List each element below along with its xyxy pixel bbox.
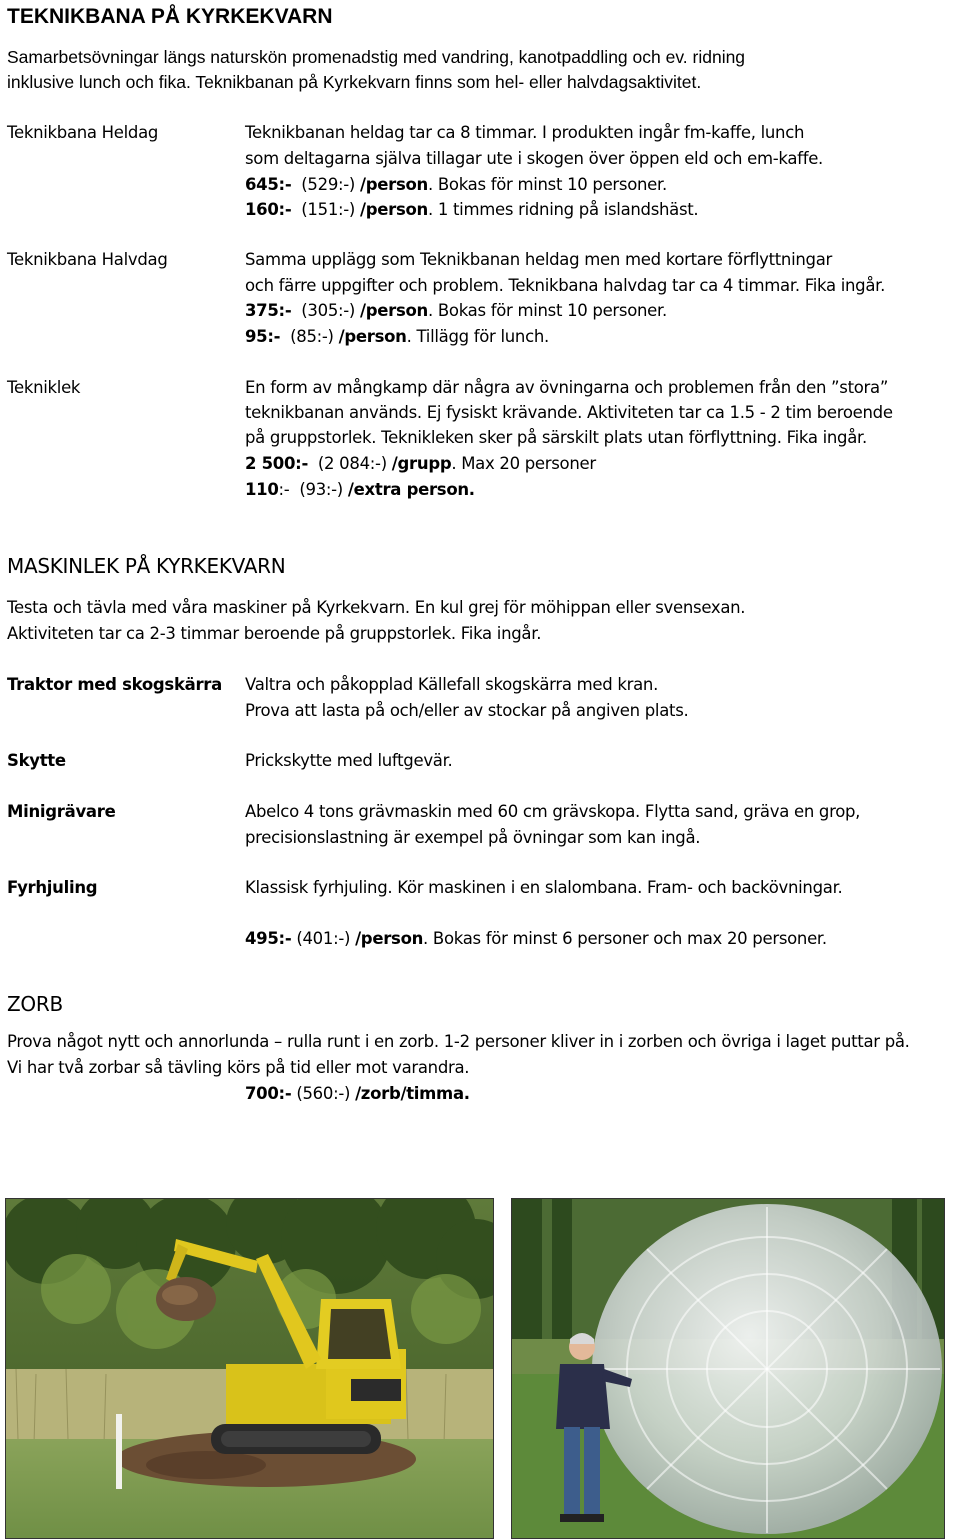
teknikbana-intro-line-1: Samarbetsövningar längs naturskön promenadstig med vandring, kanotpaddling och ev. ridning — [7, 47, 746, 67]
halvdag-desc-line-2: och färre uppgifter och problem. Teknikbana halvdag tar ca 4 timmar. Fika ingår. — [245, 276, 886, 295]
tekniklek-desc-line-2: teknikbanan används. Ej fysiskt krävande. Aktiviteten tar ca 1.5 - 2 tim beroende — [245, 403, 893, 422]
price-amount: 700:- — [245, 1084, 292, 1103]
price-note: . Max 20 personer — [451, 454, 596, 473]
zorb-desc-line-2: Vi har två zorbar så tävling körs på tid eller mot varandra. — [7, 1058, 470, 1077]
heldag-price-2 — [245, 197, 698, 223]
minigravare-desc-line-1: Abelco 4 tons grävmaskin med 60 cm grävskopa. Flytta sand, gräva en grop, — [245, 802, 861, 821]
teknikbana-intro-line-2: inklusive lunch och fika. Teknikbanan på Kyrkekvarn finns som hel- eller halvdagsaktivitet. — [7, 72, 702, 92]
price-amount-suffix: :- — [278, 480, 290, 499]
fyrhjuling-desc-line-1: Klassisk fyrhjuling. Kör maskinen i en slalombana. Fram- och backövningar. — [245, 878, 843, 897]
heldag-desc-line-2: som deltagarna själva tillagar ute i skogen över öppen eld och em-kaffe. — [245, 149, 824, 168]
price-amount: 160:- — [245, 200, 292, 219]
tekniklek-desc-line-3: på gruppstorlek. Teknikleken sker på särskilt plats utan förflyttning. Fika ingår. — [245, 428, 867, 447]
price-excl-vat: (305:-) — [301, 301, 356, 320]
maskinlek-intro-line-2: Aktiviteten tar ca 2-3 timmar beroende på gruppstorlek. Fika ingår. — [7, 624, 542, 643]
price-unit: /zorb/timma. — [355, 1084, 470, 1103]
price-excl-vat: (2 084:-) — [317, 454, 387, 473]
price-unit: /person — [355, 929, 424, 948]
maskinlek-intro-line-1: Testa och tävla med våra maskiner på Kyrkekvarn. En kul grej för möhippan eller svensexan. — [7, 598, 746, 617]
price-amount: 110 — [245, 480, 279, 499]
maskinlek-title: MASKINLEK PÅ KYRKEKVARN — [7, 554, 286, 578]
price-amount: 2 500:- — [245, 454, 309, 473]
zorb-photo — [511, 1198, 945, 1539]
halvdag-desc-line-1: Samma upplägg som Teknikbanan heldag men med kortare förflyttningar — [245, 250, 832, 269]
skytte-desc-line-1: Prickskytte med luftgevär. — [245, 751, 453, 770]
price-note: . 1 timmes ridning på islandshäst. — [427, 200, 699, 219]
price-unit: /person — [338, 327, 407, 346]
zorb-title: ZORB — [7, 992, 63, 1016]
heldag-price-1 — [245, 172, 667, 198]
price-excl-vat: (93:-) — [299, 480, 343, 499]
price-excl-vat: (151:-) — [301, 200, 356, 219]
minigravare-desc-line-2: precisionslastning är exempel på övningar som kan ingå. — [245, 828, 701, 847]
maskinlek-price — [245, 926, 827, 952]
teknikbana-title: TEKNIKBANA PÅ KYRKEKVARN — [7, 5, 333, 28]
fyrhjuling-label: Fyrhjuling — [7, 878, 98, 897]
halvdag-label: Teknikbana Halvdag — [7, 250, 168, 269]
price-excl-vat: (401:-) — [296, 929, 351, 948]
price-excl-vat: (85:-) — [290, 327, 334, 346]
price-excl-vat: (560:-) — [296, 1084, 351, 1103]
heldag-desc-line-1: Teknikbanan heldag tar ca 8 timmar. I produkten ingår fm-kaffe, lunch — [245, 123, 805, 142]
traktor-label: Traktor med skogskärra — [7, 675, 222, 694]
price-note: . Tillägg för lunch. — [406, 327, 549, 346]
halvdag-price-1 — [245, 298, 667, 324]
price-unit: /extra person. — [347, 480, 475, 499]
price-note: . Bokas för minst 10 personer. — [427, 301, 667, 320]
excavator-illustration — [6, 1199, 494, 1539]
skytte-label: Skytte — [7, 751, 66, 770]
halvdag-price-2 — [245, 324, 549, 350]
tekniklek-label: Tekniklek — [7, 378, 81, 397]
traktor-desc-line-1: Valtra och påkopplad Källefall skogskärra med kran. — [245, 675, 659, 694]
zorb-desc-line-1: Prova något nytt och annorlunda – rulla runt i en zorb. 1-2 personer kliver in i zorben och övriga i laget puttar på. — [7, 1032, 910, 1051]
tekniklek-price-1 — [245, 451, 596, 477]
price-amount: 495:- — [245, 929, 292, 948]
traktor-desc-line-2: Prova att lasta på och/eller av stockar på angiven plats. — [245, 701, 689, 720]
price-amount: 645:- — [245, 175, 292, 194]
price-unit: /person — [360, 301, 428, 320]
tekniklek-desc-line-1: En form av mångkamp där några av övningarna och problemen från den ”stora” — [245, 378, 889, 397]
excavator-photo — [5, 1198, 494, 1539]
zorb-price — [245, 1081, 470, 1107]
price-amount: 95:- — [245, 327, 281, 346]
price-unit: /person — [360, 200, 428, 219]
price-note: . Bokas för minst 10 personer. — [427, 175, 667, 194]
price-amount: 375:- — [245, 301, 292, 320]
price-unit: /grupp — [391, 454, 452, 473]
heldag-label: Teknikbana Heldag — [7, 123, 159, 142]
price-unit: /person — [360, 175, 428, 194]
minigravare-label: Minigrävare — [7, 802, 116, 821]
tekniklek-price-2 — [245, 477, 475, 503]
zorb-illustration — [512, 1199, 945, 1539]
price-excl-vat: (529:-) — [301, 175, 356, 194]
price-note: . Bokas för minst 6 personer och max 20 personer. — [423, 929, 827, 948]
